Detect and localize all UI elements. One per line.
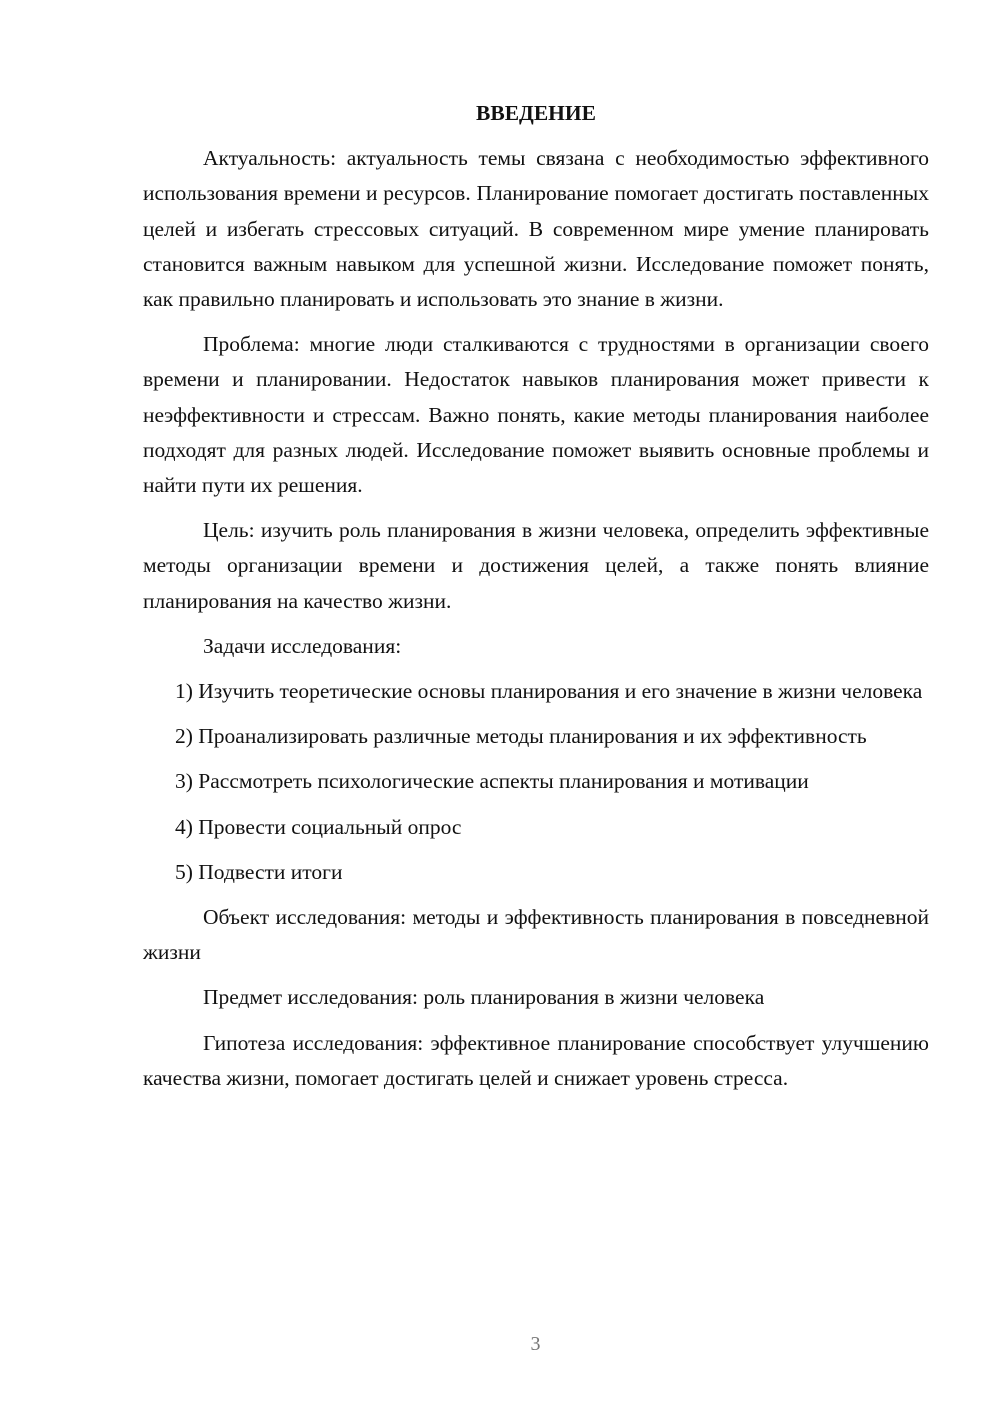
- paragraph-goal: Цель: изучить роль планирования в жизни человека, определить эффективные методы организации времени и достижения целей, а также понять влияние планирования на качество жизни.: [143, 518, 929, 613]
- list-item: 5) Подвести итоги: [175, 859, 343, 884]
- tasks-heading: Задачи исследования:: [203, 633, 402, 658]
- page-number: 3: [530, 1333, 541, 1355]
- paragraph-hypothesis: Гипотеза исследования: эффективное планирование способствует улучшению качества жизни, помогает достигать целей и снижает уровень стресса.: [143, 1030, 929, 1090]
- tasks-list: [143, 674, 929, 890]
- paragraph-object: Объект исследования: методы и эффективность планирования в повседневной жизни: [143, 905, 929, 965]
- paragraph-problem: Проблема: многие люди сталкиваются с трудностями в организации своего времени и планировании. Недостаток навыков планирования может привести к неэффективности и стрессам. Важно понять, какие методы планирования наиболее подходят для разных людей. Исследование поможет выявить основные проблемы и найти пути их решения.: [143, 332, 929, 498]
- list-item: 1) Изучить теоретические основы планирования и его значение в жизни человека: [175, 679, 923, 704]
- list-item: 3) Рассмотреть психологические аспекты планирования и мотивации: [175, 769, 809, 794]
- list-item: 4) Провести социальный опрос: [175, 814, 462, 839]
- paragraph-relevance: Актуальность: актуальность темы связана с необходимостью эффективного использования времени и ресурсов. Планирование помогает достигать поставленных целей и избегать стрессовых ситуаций. В современном мире умение планировать становится важным навыком для успешной жизни. Исследование поможет понять, как правильно планировать и использовать это знание в жизни.: [143, 146, 929, 312]
- list-item: 2) Проанализировать различные методы планирования и их эффективность: [175, 724, 867, 749]
- page-content: [143, 96, 929, 1106]
- paragraph-subject: Предмет исследования: роль планирования в жизни человека: [203, 985, 765, 1010]
- section-title: ВВЕДЕНИЕ: [476, 101, 596, 125]
